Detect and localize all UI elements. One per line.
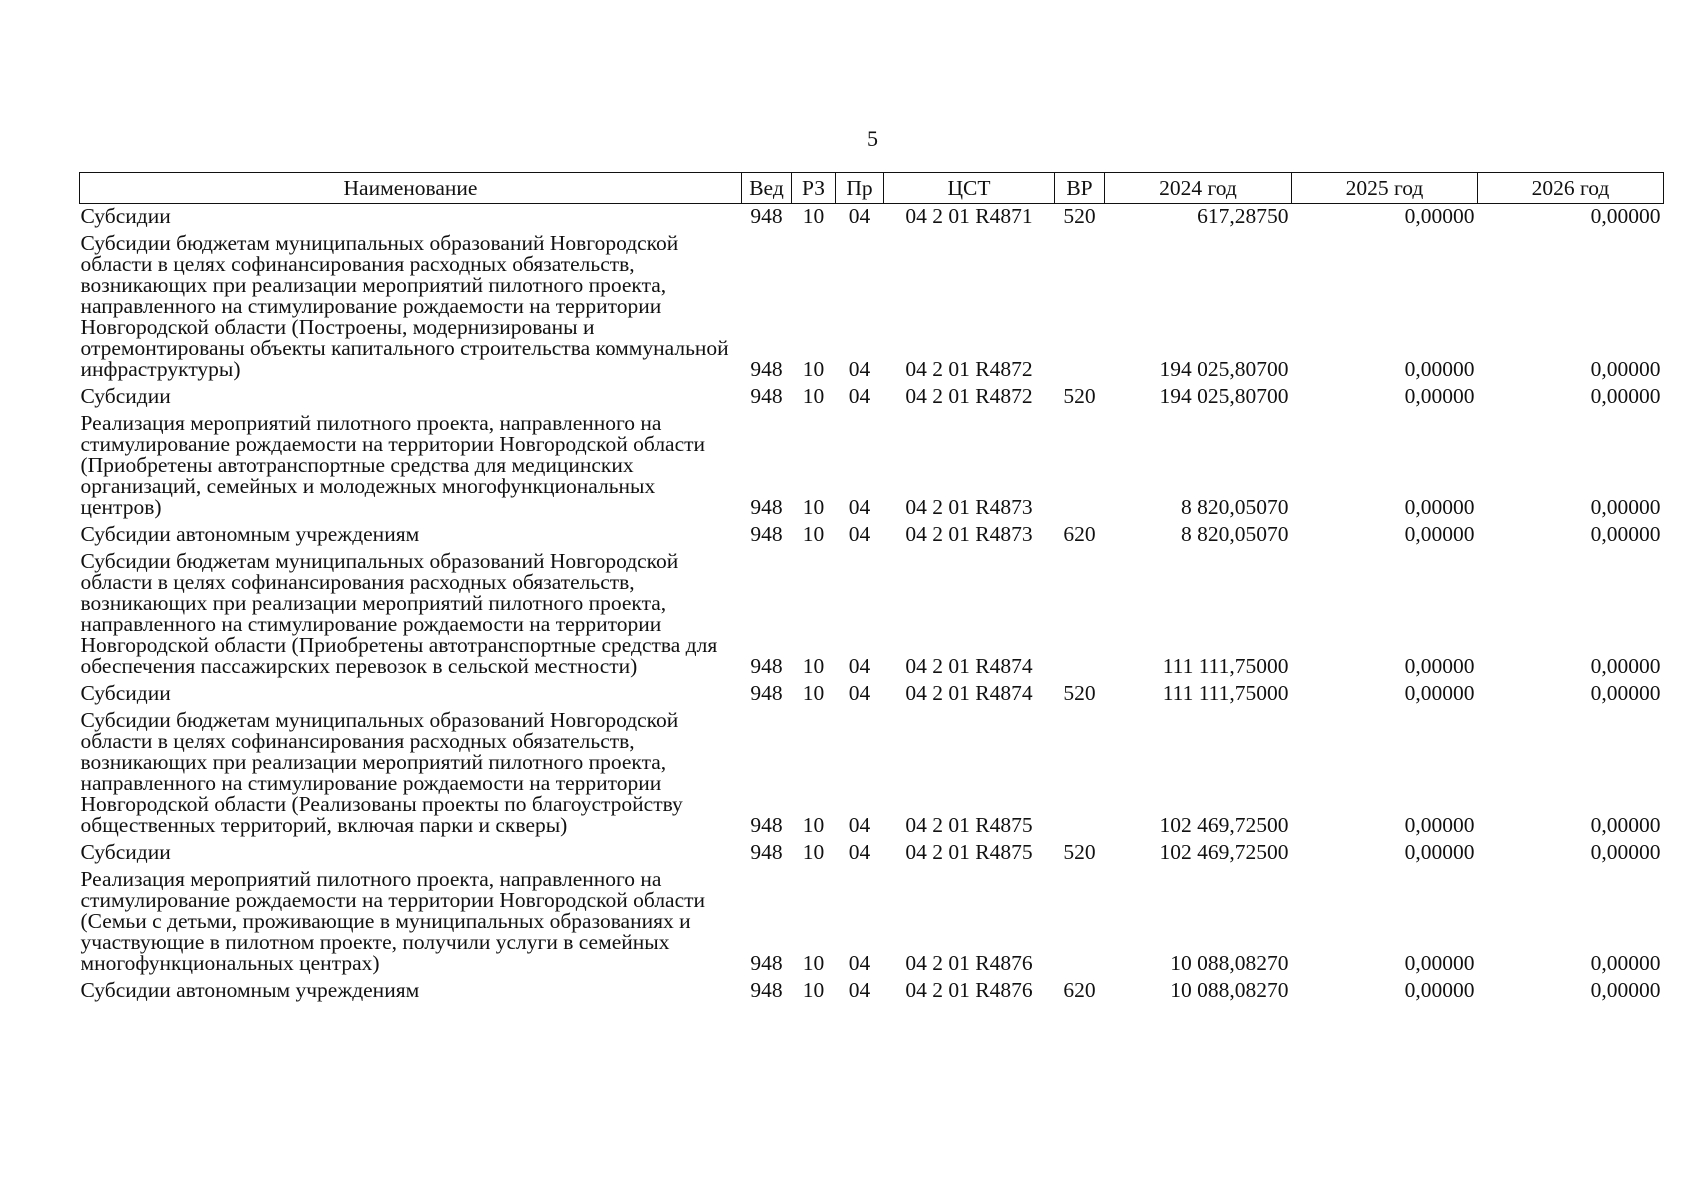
table-row: [80, 708, 1664, 840]
cell-pr: 04: [848, 357, 871, 381]
cell-pr: 04: [848, 495, 871, 519]
header-cst: ЦСТ: [884, 173, 1055, 204]
cell-ved: 948: [750, 951, 783, 975]
cell-pr: 04: [848, 813, 871, 837]
table-row: [80, 411, 1664, 522]
table-row: [80, 840, 1664, 867]
cell-2025: 0,00000: [1404, 384, 1475, 408]
cell-cst: 04 2 01 R4876: [905, 951, 1033, 975]
cell-2026: 0,00000: [1590, 204, 1661, 228]
cell-name: Субсидии бюджетам муниципальных образований Новгородской области в целях софинансирования расходных обязательств, возникающих при реализации мероприятий пилотного проекта, направленного на стимулирование рождаемости на территории Новгородской области (Реализованы проекты по благоустройству общественных территорий, включая парки и скверы): [80, 708, 683, 837]
cell-rz: 10: [802, 978, 825, 1002]
table-header: [80, 173, 1664, 204]
table-row: [80, 867, 1664, 978]
cell-vr: 520: [1063, 681, 1096, 705]
cell-cst: 04 2 01 R4872: [905, 384, 1033, 408]
cell-pr: 04: [848, 681, 871, 705]
cell-2026: 0,00000: [1590, 384, 1661, 408]
cell-ved: 948: [750, 978, 783, 1002]
cell-ved: 948: [750, 813, 783, 837]
cell-ved: 948: [750, 357, 783, 381]
table-row: [80, 978, 1664, 1005]
cell-ved: 948: [750, 654, 783, 678]
cell-pr: 04: [848, 204, 871, 228]
cell-2025: 0,00000: [1404, 357, 1475, 381]
cell-2024: 102 469,72500: [1159, 813, 1289, 837]
cell-2024: 102 469,72500: [1159, 840, 1289, 864]
cell-name: Субсидии: [80, 840, 171, 864]
cell-2026: 0,00000: [1590, 522, 1661, 546]
table-row: [80, 549, 1664, 681]
cell-cst: 04 2 01 R4874: [905, 654, 1033, 678]
cell-name: Субсидии бюджетам муниципальных образований Новгородской области в целях софинансирования расходных обязательств, возникающих при реализации мероприятий пилотного проекта, направленного на стимулирование рождаемости на территории Новгородской области (Приобретены автотранспортные средства для обеспечения пассажирских перевозок в сельской местности): [80, 549, 718, 678]
cell-vr: 620: [1063, 522, 1096, 546]
cell-pr: 04: [848, 951, 871, 975]
cell-ved: 948: [750, 522, 783, 546]
cell-rz: 10: [802, 681, 825, 705]
cell-name: Субсидии: [80, 384, 171, 408]
cell-vr: 520: [1063, 384, 1096, 408]
header-2025: 2025 год: [1292, 173, 1478, 204]
cell-pr: 04: [848, 522, 871, 546]
table-row: [80, 522, 1664, 549]
cell-2025: 0,00000: [1404, 951, 1475, 975]
header-pr: Пр: [836, 173, 884, 204]
cell-2024: 111 111,75000: [1162, 654, 1289, 678]
header-row: [80, 173, 1664, 204]
cell-pr: 04: [848, 840, 871, 864]
cell-ved: 948: [750, 384, 783, 408]
cell-ved: 948: [750, 495, 783, 519]
cell-2026: 0,00000: [1590, 654, 1661, 678]
cell-vr: 520: [1063, 840, 1096, 864]
cell-2025: 0,00000: [1404, 813, 1475, 837]
cell-2025: 0,00000: [1404, 978, 1475, 1002]
table-row: [80, 681, 1664, 708]
header-2026: 2026 год: [1478, 173, 1664, 204]
cell-name: Реализация мероприятий пилотного проекта, направленного на стимулирование рождаемости на территории Новгородской области (Семьи с детьми, проживающие в муниципальных образованиях и участвующие в пилотном проекте, получили услуги в семейных многофункциональных центрах): [80, 867, 706, 975]
cell-pr: 04: [848, 654, 871, 678]
cell-rz: 10: [802, 204, 825, 228]
cell-2026: 0,00000: [1590, 813, 1661, 837]
cell-2026: 0,00000: [1590, 978, 1661, 1002]
cell-name: Реализация мероприятий пилотного проекта, направленного на стимулирование рождаемости на территории Новгородской области (Приобретены автотранспортные средства для медицинских организаций, семейных и молодежных многофункциональных центров): [80, 411, 706, 519]
cell-vr: 620: [1063, 978, 1096, 1002]
header-rz: РЗ: [792, 173, 836, 204]
cell-2024: 194 025,80700: [1159, 384, 1289, 408]
cell-2024: 111 111,75000: [1162, 681, 1289, 705]
page-number: 5: [867, 126, 878, 151]
cell-rz: 10: [802, 654, 825, 678]
header-name: Наименование: [80, 173, 742, 204]
header-vr: ВР: [1055, 173, 1105, 204]
cell-2024: 617,28750: [1197, 204, 1289, 228]
cell-ved: 948: [750, 681, 783, 705]
cell-2026: 0,00000: [1590, 951, 1661, 975]
table-row: [80, 384, 1664, 411]
cell-2024: 194 025,80700: [1159, 357, 1289, 381]
cell-2025: 0,00000: [1404, 654, 1475, 678]
cell-name: Субсидии автономным учреждениям: [80, 978, 420, 1002]
table-row: [80, 204, 1664, 232]
cell-name: Субсидии: [80, 681, 171, 705]
cell-cst: 04 2 01 R4871: [905, 204, 1033, 228]
cell-2025: 0,00000: [1404, 840, 1475, 864]
cell-2024: 10 088,08270: [1170, 978, 1289, 1002]
cell-cst: 04 2 01 R4876: [905, 978, 1033, 1002]
budget-table: [79, 172, 1664, 1005]
table-row: [80, 231, 1664, 384]
cell-vr: [1055, 867, 1105, 978]
cell-name: Субсидии автономным учреждениям: [80, 522, 420, 546]
cell-cst: 04 2 01 R4873: [905, 495, 1033, 519]
cell-rz: 10: [802, 951, 825, 975]
cell-cst: 04 2 01 R4872: [905, 357, 1033, 381]
cell-pr: 04: [848, 978, 871, 1002]
cell-rz: 10: [802, 357, 825, 381]
cell-2024: 10 088,08270: [1170, 951, 1289, 975]
cell-vr: [1055, 549, 1105, 681]
cell-cst: 04 2 01 R4875: [905, 840, 1033, 864]
cell-ved: 948: [750, 204, 783, 228]
cell-vr: [1055, 708, 1105, 840]
cell-vr: [1055, 411, 1105, 522]
cell-2026: 0,00000: [1590, 357, 1661, 381]
header-2024: 2024 год: [1105, 173, 1292, 204]
cell-2025: 0,00000: [1404, 495, 1475, 519]
cell-2026: 0,00000: [1590, 495, 1661, 519]
header-ved: Вед: [742, 173, 792, 204]
cell-2025: 0,00000: [1404, 522, 1475, 546]
cell-name: Субсидии бюджетам муниципальных образований Новгородской области в целях софинансирования расходных обязательств, возникающих при реализации мероприятий пилотного проекта, направленного на стимулирование рождаемости на территории Новгородской области (Построены, модернизированы и отремонтированы объекты капитального строительства коммунальной инфраструктуры): [80, 231, 729, 381]
cell-2026: 0,00000: [1590, 681, 1661, 705]
cell-2026: 0,00000: [1590, 840, 1661, 864]
cell-rz: 10: [802, 522, 825, 546]
cell-pr: 04: [848, 384, 871, 408]
cell-vr: [1055, 231, 1105, 384]
cell-rz: 10: [802, 813, 825, 837]
cell-cst: 04 2 01 R4875: [905, 813, 1033, 837]
cell-cst: 04 2 01 R4874: [905, 681, 1033, 705]
cell-cst: 04 2 01 R4873: [905, 522, 1033, 546]
cell-vr: 520: [1063, 204, 1096, 228]
table-body: [80, 204, 1664, 1006]
cell-2024: 8 820,05070: [1181, 495, 1289, 519]
cell-2025: 0,00000: [1404, 681, 1475, 705]
cell-ved: 948: [750, 840, 783, 864]
cell-rz: 10: [802, 384, 825, 408]
cell-2024: 8 820,05070: [1181, 522, 1289, 546]
cell-rz: 10: [802, 495, 825, 519]
cell-2025: 0,00000: [1404, 204, 1475, 228]
cell-name: Субсидии: [80, 204, 171, 228]
cell-rz: 10: [802, 840, 825, 864]
